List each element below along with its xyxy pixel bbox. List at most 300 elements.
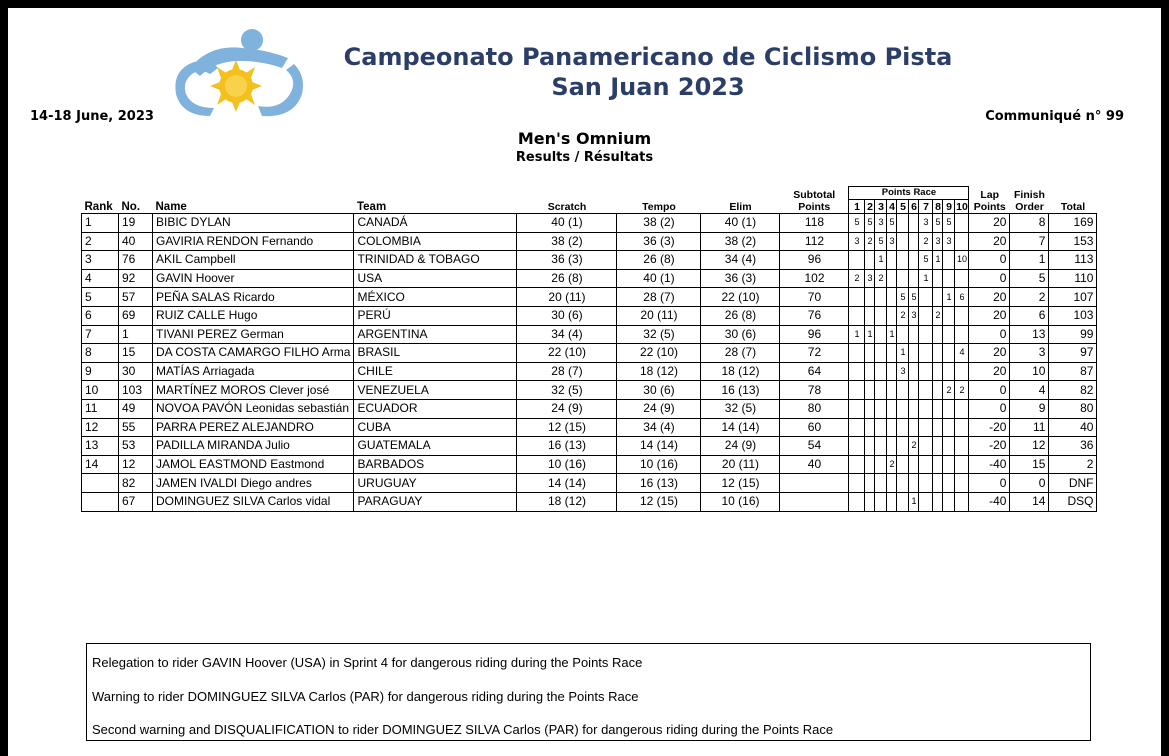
sprint-points-cell bbox=[865, 251, 875, 270]
sprint-points-cell bbox=[943, 474, 955, 493]
sprint-points-cell bbox=[865, 455, 875, 474]
elim-cell: 34 (4) bbox=[701, 251, 780, 270]
sprint-header-8: 8 bbox=[933, 200, 943, 214]
elim-cell: 14 (14) bbox=[701, 418, 780, 437]
sprint-points-cell bbox=[909, 214, 919, 233]
subtotal-cell: 40 bbox=[780, 455, 849, 474]
rank-cell: 1 bbox=[82, 214, 119, 233]
sprint-points-cell bbox=[955, 455, 969, 474]
sprint-points-cell bbox=[943, 399, 955, 418]
lap-points-cell: -20 bbox=[969, 418, 1010, 437]
bib-cell: 55 bbox=[119, 418, 153, 437]
scratch-cell: 10 (16) bbox=[517, 455, 617, 474]
sprint-points-cell: 3 bbox=[865, 269, 875, 288]
sprint-points-cell bbox=[887, 437, 897, 456]
team-cell: ECUADOR bbox=[354, 399, 517, 418]
rank-cell bbox=[82, 474, 119, 493]
sprint-points-cell bbox=[865, 344, 875, 363]
rank-cell: 2 bbox=[82, 232, 119, 251]
table-row bbox=[82, 381, 1097, 400]
table-row bbox=[82, 418, 1097, 437]
bib-cell: 19 bbox=[119, 214, 153, 233]
lap-points-cell: 20 bbox=[969, 288, 1010, 307]
sprint-points-cell bbox=[865, 381, 875, 400]
total-cell: 107 bbox=[1049, 288, 1097, 307]
sprint-points-cell bbox=[897, 251, 909, 270]
team-cell: COLOMBIA bbox=[354, 232, 517, 251]
sprint-points-cell bbox=[943, 455, 955, 474]
sprint-points-cell: 5 bbox=[849, 214, 865, 233]
sprint-header-7: 7 bbox=[919, 200, 933, 214]
total-cell: 99 bbox=[1049, 325, 1097, 344]
sprint-points-cell bbox=[943, 325, 955, 344]
elim-cell: 24 (9) bbox=[701, 437, 780, 456]
sprint-points-cell bbox=[849, 288, 865, 307]
total-cell: 113 bbox=[1049, 251, 1097, 270]
scratch-cell: 32 (5) bbox=[517, 381, 617, 400]
note-relegation: Relegation to rider GAVIN Hoover (USA) in Sprint 4 for dangerous riding during the Points Race bbox=[92, 655, 643, 670]
sprint-points-cell bbox=[865, 418, 875, 437]
subtotal-cell: 112 bbox=[780, 232, 849, 251]
sprint-points-cell bbox=[897, 492, 909, 511]
sprint-points-cell: 1 bbox=[865, 325, 875, 344]
rank-cell: 12 bbox=[82, 418, 119, 437]
tempo-header: Tempo bbox=[642, 201, 676, 213]
sprint-points-cell bbox=[887, 381, 897, 400]
scratch-cell: 34 (4) bbox=[517, 325, 617, 344]
sprint-points-cell bbox=[943, 492, 955, 511]
total-cell: 2 bbox=[1049, 455, 1097, 474]
subtotal-cell: 70 bbox=[780, 288, 849, 307]
finish-order-cell: 0 bbox=[1010, 474, 1049, 493]
scratch-cell: 12 (15) bbox=[517, 418, 617, 437]
results-subtitle: Results / Résultats bbox=[515, 150, 654, 165]
finish-order-cell: 2 bbox=[1010, 288, 1049, 307]
sprint-points-cell: 2 bbox=[955, 381, 969, 400]
rider-name-cell: PEÑA SALAS Ricardo bbox=[153, 288, 354, 307]
rank-cell: 3 bbox=[82, 251, 119, 270]
sprint-points-cell bbox=[943, 251, 955, 270]
tempo-cell: 34 (4) bbox=[617, 418, 701, 437]
total-cell: 40 bbox=[1049, 418, 1097, 437]
finish-order-header: Finish Order bbox=[1014, 189, 1045, 213]
bib-cell: 53 bbox=[119, 437, 153, 456]
bib-cell: 12 bbox=[119, 455, 153, 474]
lap-points-cell: 20 bbox=[969, 214, 1010, 233]
sprint-points-cell bbox=[887, 362, 897, 381]
sprint-points-cell: 2 bbox=[933, 306, 943, 325]
sprint-points-cell bbox=[849, 437, 865, 456]
subtotal-cell: 54 bbox=[780, 437, 849, 456]
sprint-header-5: 5 bbox=[897, 200, 909, 214]
sprint-points-cell bbox=[909, 269, 919, 288]
rider-name-cell: JAMEN IVALDI Diego andres bbox=[153, 474, 354, 493]
sprint-points-cell bbox=[919, 362, 933, 381]
total-cell: DSQ bbox=[1049, 492, 1097, 511]
subtotal-cell: 64 bbox=[780, 362, 849, 381]
sprint-points-cell: 2 bbox=[865, 232, 875, 251]
table-row bbox=[82, 437, 1097, 456]
no-header: No. bbox=[121, 201, 141, 213]
sprint-points-cell bbox=[897, 232, 909, 251]
team-cell: MÉXICO bbox=[354, 288, 517, 307]
sprint-points-cell: 2 bbox=[887, 455, 897, 474]
total-cell: 153 bbox=[1049, 232, 1097, 251]
sprint-points-cell bbox=[887, 288, 897, 307]
sprint-points-cell bbox=[955, 399, 969, 418]
event-logo bbox=[170, 28, 306, 120]
sprint-points-cell bbox=[933, 492, 943, 511]
lap-points-cell: 0 bbox=[969, 325, 1010, 344]
sprint-points-cell bbox=[875, 344, 887, 363]
finish-order-cell: 12 bbox=[1010, 437, 1049, 456]
team-cell: PERÚ bbox=[354, 306, 517, 325]
subtotal-cell: 78 bbox=[780, 381, 849, 400]
lap-points-header: Lap Points bbox=[973, 189, 1006, 213]
total-cell: 36 bbox=[1049, 437, 1097, 456]
lap-points-cell: 0 bbox=[969, 251, 1010, 270]
rider-name-cell: MATÍAS Arriagada bbox=[153, 362, 354, 381]
total-cell: 169 bbox=[1049, 214, 1097, 233]
sprint-points-cell bbox=[933, 399, 943, 418]
sprint-points-cell bbox=[933, 474, 943, 493]
rank-cell: 13 bbox=[82, 437, 119, 456]
sprint-points-cell: 5 bbox=[897, 288, 909, 307]
sprint-points-cell bbox=[933, 325, 943, 344]
sprint-points-cell bbox=[955, 214, 969, 233]
subtotal-cell bbox=[780, 474, 849, 493]
tempo-cell: 28 (7) bbox=[617, 288, 701, 307]
sprint-points-cell bbox=[933, 381, 943, 400]
sprint-points-cell bbox=[919, 325, 933, 344]
rank-cell: 4 bbox=[82, 269, 119, 288]
sprint-header-9: 9 bbox=[943, 200, 955, 214]
jury-notes-box bbox=[86, 643, 1091, 741]
sprint-points-cell bbox=[897, 418, 909, 437]
tempo-cell: 14 (14) bbox=[617, 437, 701, 456]
scratch-cell: 28 (7) bbox=[517, 362, 617, 381]
sprint-points-cell bbox=[909, 232, 919, 251]
table-row bbox=[82, 269, 1097, 288]
rank-cell: 5 bbox=[82, 288, 119, 307]
subtotal-cell: 96 bbox=[780, 325, 849, 344]
elim-cell: 26 (8) bbox=[701, 306, 780, 325]
subtotal-cell: 76 bbox=[780, 306, 849, 325]
sprint-points-cell bbox=[849, 418, 865, 437]
lap-points-cell: 0 bbox=[969, 269, 1010, 288]
sprint-points-cell bbox=[887, 251, 897, 270]
table-row bbox=[82, 232, 1097, 251]
tempo-cell: 30 (6) bbox=[617, 381, 701, 400]
sprint-points-cell bbox=[919, 474, 933, 493]
sprint-points-cell bbox=[919, 306, 933, 325]
total-cell: 87 bbox=[1049, 362, 1097, 381]
sprint-points-cell bbox=[909, 344, 919, 363]
sprint-points-cell: 5 bbox=[887, 214, 897, 233]
sprint-points-cell bbox=[887, 344, 897, 363]
sprint-points-cell bbox=[849, 455, 865, 474]
sprint-points-cell: 5 bbox=[909, 288, 919, 307]
sprint-points-cell bbox=[897, 437, 909, 456]
tempo-cell: 40 (1) bbox=[617, 269, 701, 288]
sprint-points-cell bbox=[933, 269, 943, 288]
sprint-points-cell bbox=[943, 437, 955, 456]
communique-page bbox=[8, 8, 1161, 756]
tempo-cell: 16 (13) bbox=[617, 474, 701, 493]
sprint-points-cell bbox=[897, 325, 909, 344]
rider-name-cell: RUIZ CALLE Hugo bbox=[153, 306, 354, 325]
sprint-points-cell bbox=[919, 288, 933, 307]
sprint-points-cell bbox=[955, 362, 969, 381]
finish-order-cell: 13 bbox=[1010, 325, 1049, 344]
subtotal-cell bbox=[780, 492, 849, 511]
sprint-points-cell bbox=[909, 455, 919, 474]
scratch-cell: 40 (1) bbox=[517, 214, 617, 233]
elim-cell: 40 (1) bbox=[701, 214, 780, 233]
finish-order-cell: 1 bbox=[1010, 251, 1049, 270]
table-row bbox=[82, 474, 1097, 493]
elim-header: Elim bbox=[729, 201, 752, 213]
sprint-points-cell: 2 bbox=[849, 269, 865, 288]
table-row bbox=[82, 455, 1097, 474]
sprint-points-cell bbox=[875, 362, 887, 381]
tempo-cell: 24 (9) bbox=[617, 399, 701, 418]
rider-name-cell: TIVANI PEREZ German bbox=[153, 325, 354, 344]
sprint-points-cell bbox=[875, 474, 887, 493]
scratch-cell: 14 (14) bbox=[517, 474, 617, 493]
sprint-points-cell bbox=[897, 269, 909, 288]
bib-cell: 69 bbox=[119, 306, 153, 325]
scratch-cell: 20 (11) bbox=[517, 288, 617, 307]
sprint-points-cell bbox=[887, 306, 897, 325]
bib-cell: 49 bbox=[119, 399, 153, 418]
sprint-points-cell bbox=[955, 325, 969, 344]
sprint-points-cell: 3 bbox=[919, 214, 933, 233]
total-cell: 97 bbox=[1049, 344, 1097, 363]
event-dates: 14-18 June, 2023 bbox=[30, 109, 154, 124]
team-cell: ARGENTINA bbox=[354, 325, 517, 344]
sprint-points-cell bbox=[897, 399, 909, 418]
name-header: Name bbox=[155, 201, 187, 213]
team-header: Team bbox=[356, 201, 387, 213]
results-rows bbox=[82, 214, 1097, 512]
rank-cell: 8 bbox=[82, 344, 119, 363]
scratch-header: Scratch bbox=[547, 201, 587, 213]
sprint-points-cell bbox=[875, 325, 887, 344]
team-cell: PARAGUAY bbox=[354, 492, 517, 511]
team-cell: CHILE bbox=[354, 362, 517, 381]
scratch-cell: 18 (12) bbox=[517, 492, 617, 511]
elim-cell: 38 (2) bbox=[701, 232, 780, 251]
sprint-points-cell bbox=[875, 492, 887, 511]
sprint-points-cell bbox=[955, 232, 969, 251]
rider-name-cell: AKIL Campbell bbox=[153, 251, 354, 270]
sprint-points-cell bbox=[875, 399, 887, 418]
elim-cell: 18 (12) bbox=[701, 362, 780, 381]
sprint-points-cell: 2 bbox=[875, 269, 887, 288]
total-cell: 110 bbox=[1049, 269, 1097, 288]
rank-cell: 6 bbox=[82, 306, 119, 325]
rider-name-cell: PADILLA MIRANDA Julio bbox=[153, 437, 354, 456]
rider-name-cell: PARRA PEREZ ALEJANDRO bbox=[153, 418, 354, 437]
event-title-line1: Campeonato Panamericano de Ciclismo Pista bbox=[343, 43, 953, 71]
sprint-points-cell bbox=[943, 306, 955, 325]
elim-cell: 30 (6) bbox=[701, 325, 780, 344]
sprint-points-cell bbox=[933, 437, 943, 456]
elim-cell: 16 (13) bbox=[701, 381, 780, 400]
sprint-header-3: 3 bbox=[875, 200, 887, 214]
sprint-points-cell bbox=[897, 381, 909, 400]
sprint-points-cell bbox=[849, 399, 865, 418]
table-row bbox=[82, 399, 1097, 418]
sprint-points-cell bbox=[943, 362, 955, 381]
scratch-cell: 38 (2) bbox=[517, 232, 617, 251]
team-cell: BARBADOS bbox=[354, 455, 517, 474]
sprint-points-cell: 2 bbox=[943, 381, 955, 400]
note-disqualification: Second warning and DISQUALIFICATION to rider DOMINGUEZ SILVA Carlos (PAR) for dangerous riding during the Points Race bbox=[92, 722, 834, 737]
sprint-points-cell bbox=[933, 344, 943, 363]
sprint-points-cell bbox=[849, 474, 865, 493]
team-cell: CUBA bbox=[354, 418, 517, 437]
sprint-header-2: 2 bbox=[865, 200, 875, 214]
sprint-points-cell bbox=[865, 474, 875, 493]
rank-cell: 11 bbox=[82, 399, 119, 418]
sprint-points-cell bbox=[887, 269, 897, 288]
subtotal-header: Subtotal Points bbox=[793, 189, 836, 213]
note-warning: Warning to rider DOMINGUEZ SILVA Carlos (PAR) for dangerous riding during the Points Race bbox=[92, 689, 639, 704]
subtotal-cell: 60 bbox=[780, 418, 849, 437]
sprint-points-cell bbox=[909, 474, 919, 493]
sprint-points-cell bbox=[865, 492, 875, 511]
sprint-points-cell: 2 bbox=[919, 232, 933, 251]
total-cell: 80 bbox=[1049, 399, 1097, 418]
sprint-points-cell bbox=[875, 288, 887, 307]
team-cell: CANADÁ bbox=[354, 214, 517, 233]
event-title-line2: San Juan 2023 bbox=[551, 73, 745, 101]
scratch-cell: 16 (13) bbox=[517, 437, 617, 456]
sprint-points-cell: 6 bbox=[955, 288, 969, 307]
sprint-points-cell bbox=[955, 474, 969, 493]
lap-points-cell: 0 bbox=[969, 474, 1010, 493]
scratch-cell: 36 (3) bbox=[517, 251, 617, 270]
table-row bbox=[82, 288, 1097, 307]
team-cell: BRASIL bbox=[354, 344, 517, 363]
scratch-cell: 26 (8) bbox=[517, 269, 617, 288]
table-row bbox=[82, 492, 1097, 511]
sprint-points-cell: 3 bbox=[909, 306, 919, 325]
finish-order-cell: 4 bbox=[1010, 381, 1049, 400]
sprint-points-cell bbox=[909, 325, 919, 344]
rider-name-cell: GAVIN Hoover bbox=[153, 269, 354, 288]
rank-cell: 14 bbox=[82, 455, 119, 474]
sprint-points-cell: 1 bbox=[849, 325, 865, 344]
table-row bbox=[82, 325, 1097, 344]
bib-cell: 103 bbox=[119, 381, 153, 400]
total-cell: 82 bbox=[1049, 381, 1097, 400]
table-row bbox=[82, 251, 1097, 270]
sprint-points-cell bbox=[849, 492, 865, 511]
finish-order-cell: 7 bbox=[1010, 232, 1049, 251]
sprint-points-cell bbox=[955, 437, 969, 456]
bib-cell: 30 bbox=[119, 362, 153, 381]
sprint-points-cell bbox=[909, 399, 919, 418]
sprint-points-cell bbox=[943, 344, 955, 363]
sprint-points-cell bbox=[875, 437, 887, 456]
cyclist-sun-logo-icon bbox=[170, 28, 306, 120]
rider-name-cell: NOVOA PAVÓN Leonidas sebastián bbox=[153, 399, 354, 418]
sprint-points-cell: 5 bbox=[875, 232, 887, 251]
sprint-points-cell: 3 bbox=[887, 232, 897, 251]
team-cell: VENEZUELA bbox=[354, 381, 517, 400]
tempo-cell: 10 (16) bbox=[617, 455, 701, 474]
sprint-points-cell bbox=[849, 362, 865, 381]
sprint-points-cell: 1 bbox=[919, 269, 933, 288]
results-table bbox=[81, 186, 1097, 512]
event-title bbox=[308, 42, 988, 102]
sprint-points-cell bbox=[955, 418, 969, 437]
sprint-points-cell: 1 bbox=[909, 492, 919, 511]
rank-cell bbox=[82, 492, 119, 511]
sprint-points-cell bbox=[887, 418, 897, 437]
elim-cell: 20 (11) bbox=[701, 455, 780, 474]
tempo-cell: 38 (2) bbox=[617, 214, 701, 233]
finish-order-cell: 6 bbox=[1010, 306, 1049, 325]
sprint-header-1: 1 bbox=[849, 200, 865, 214]
sprint-points-cell bbox=[887, 474, 897, 493]
sprint-points-cell bbox=[943, 418, 955, 437]
sprint-points-cell bbox=[875, 381, 887, 400]
sprint-points-cell bbox=[887, 399, 897, 418]
elim-cell: 36 (3) bbox=[701, 269, 780, 288]
sprint-points-cell: 5 bbox=[943, 214, 955, 233]
bib-cell: 15 bbox=[119, 344, 153, 363]
sprint-points-cell bbox=[919, 344, 933, 363]
lap-points-cell: 0 bbox=[969, 399, 1010, 418]
results-title: Men's Omnium bbox=[517, 129, 652, 148]
elim-cell: 22 (10) bbox=[701, 288, 780, 307]
total-header: Total bbox=[1060, 201, 1086, 213]
sprint-points-cell: 5 bbox=[865, 214, 875, 233]
sprint-points-cell bbox=[875, 306, 887, 325]
lap-points-cell: -40 bbox=[969, 455, 1010, 474]
sprint-points-cell bbox=[849, 251, 865, 270]
tempo-cell: 20 (11) bbox=[617, 306, 701, 325]
total-cell: 103 bbox=[1049, 306, 1097, 325]
rank-header: Rank bbox=[84, 201, 113, 213]
tempo-cell: 36 (3) bbox=[617, 232, 701, 251]
rider-name-cell: MARTÍNEZ MOROS Clever josé bbox=[153, 381, 354, 400]
sprint-points-cell bbox=[897, 214, 909, 233]
communique-number: Communiqué n° 99 bbox=[985, 109, 1124, 124]
sprint-points-cell: 3 bbox=[849, 232, 865, 251]
sprint-header-10: 10 bbox=[956, 201, 968, 213]
rider-name-cell: GAVIRIA RENDON Fernando bbox=[153, 232, 354, 251]
sprint-points-cell: 2 bbox=[897, 306, 909, 325]
sprint-points-cell: 1 bbox=[875, 251, 887, 270]
sprint-points-cell bbox=[919, 455, 933, 474]
sprint-points-cell bbox=[865, 437, 875, 456]
rider-name-cell: DOMINGUEZ SILVA Carlos vidal bbox=[153, 492, 354, 511]
tempo-cell: 12 (15) bbox=[617, 492, 701, 511]
team-cell: GUATEMALA bbox=[354, 437, 517, 456]
team-cell: TRINIDAD & TOBAGO bbox=[354, 251, 517, 270]
sprint-points-cell bbox=[909, 381, 919, 400]
sprint-points-cell bbox=[887, 492, 897, 511]
lap-points-cell: 20 bbox=[969, 306, 1010, 325]
sprint-points-cell bbox=[849, 306, 865, 325]
sprint-points-cell bbox=[933, 362, 943, 381]
sprint-points-cell bbox=[919, 381, 933, 400]
